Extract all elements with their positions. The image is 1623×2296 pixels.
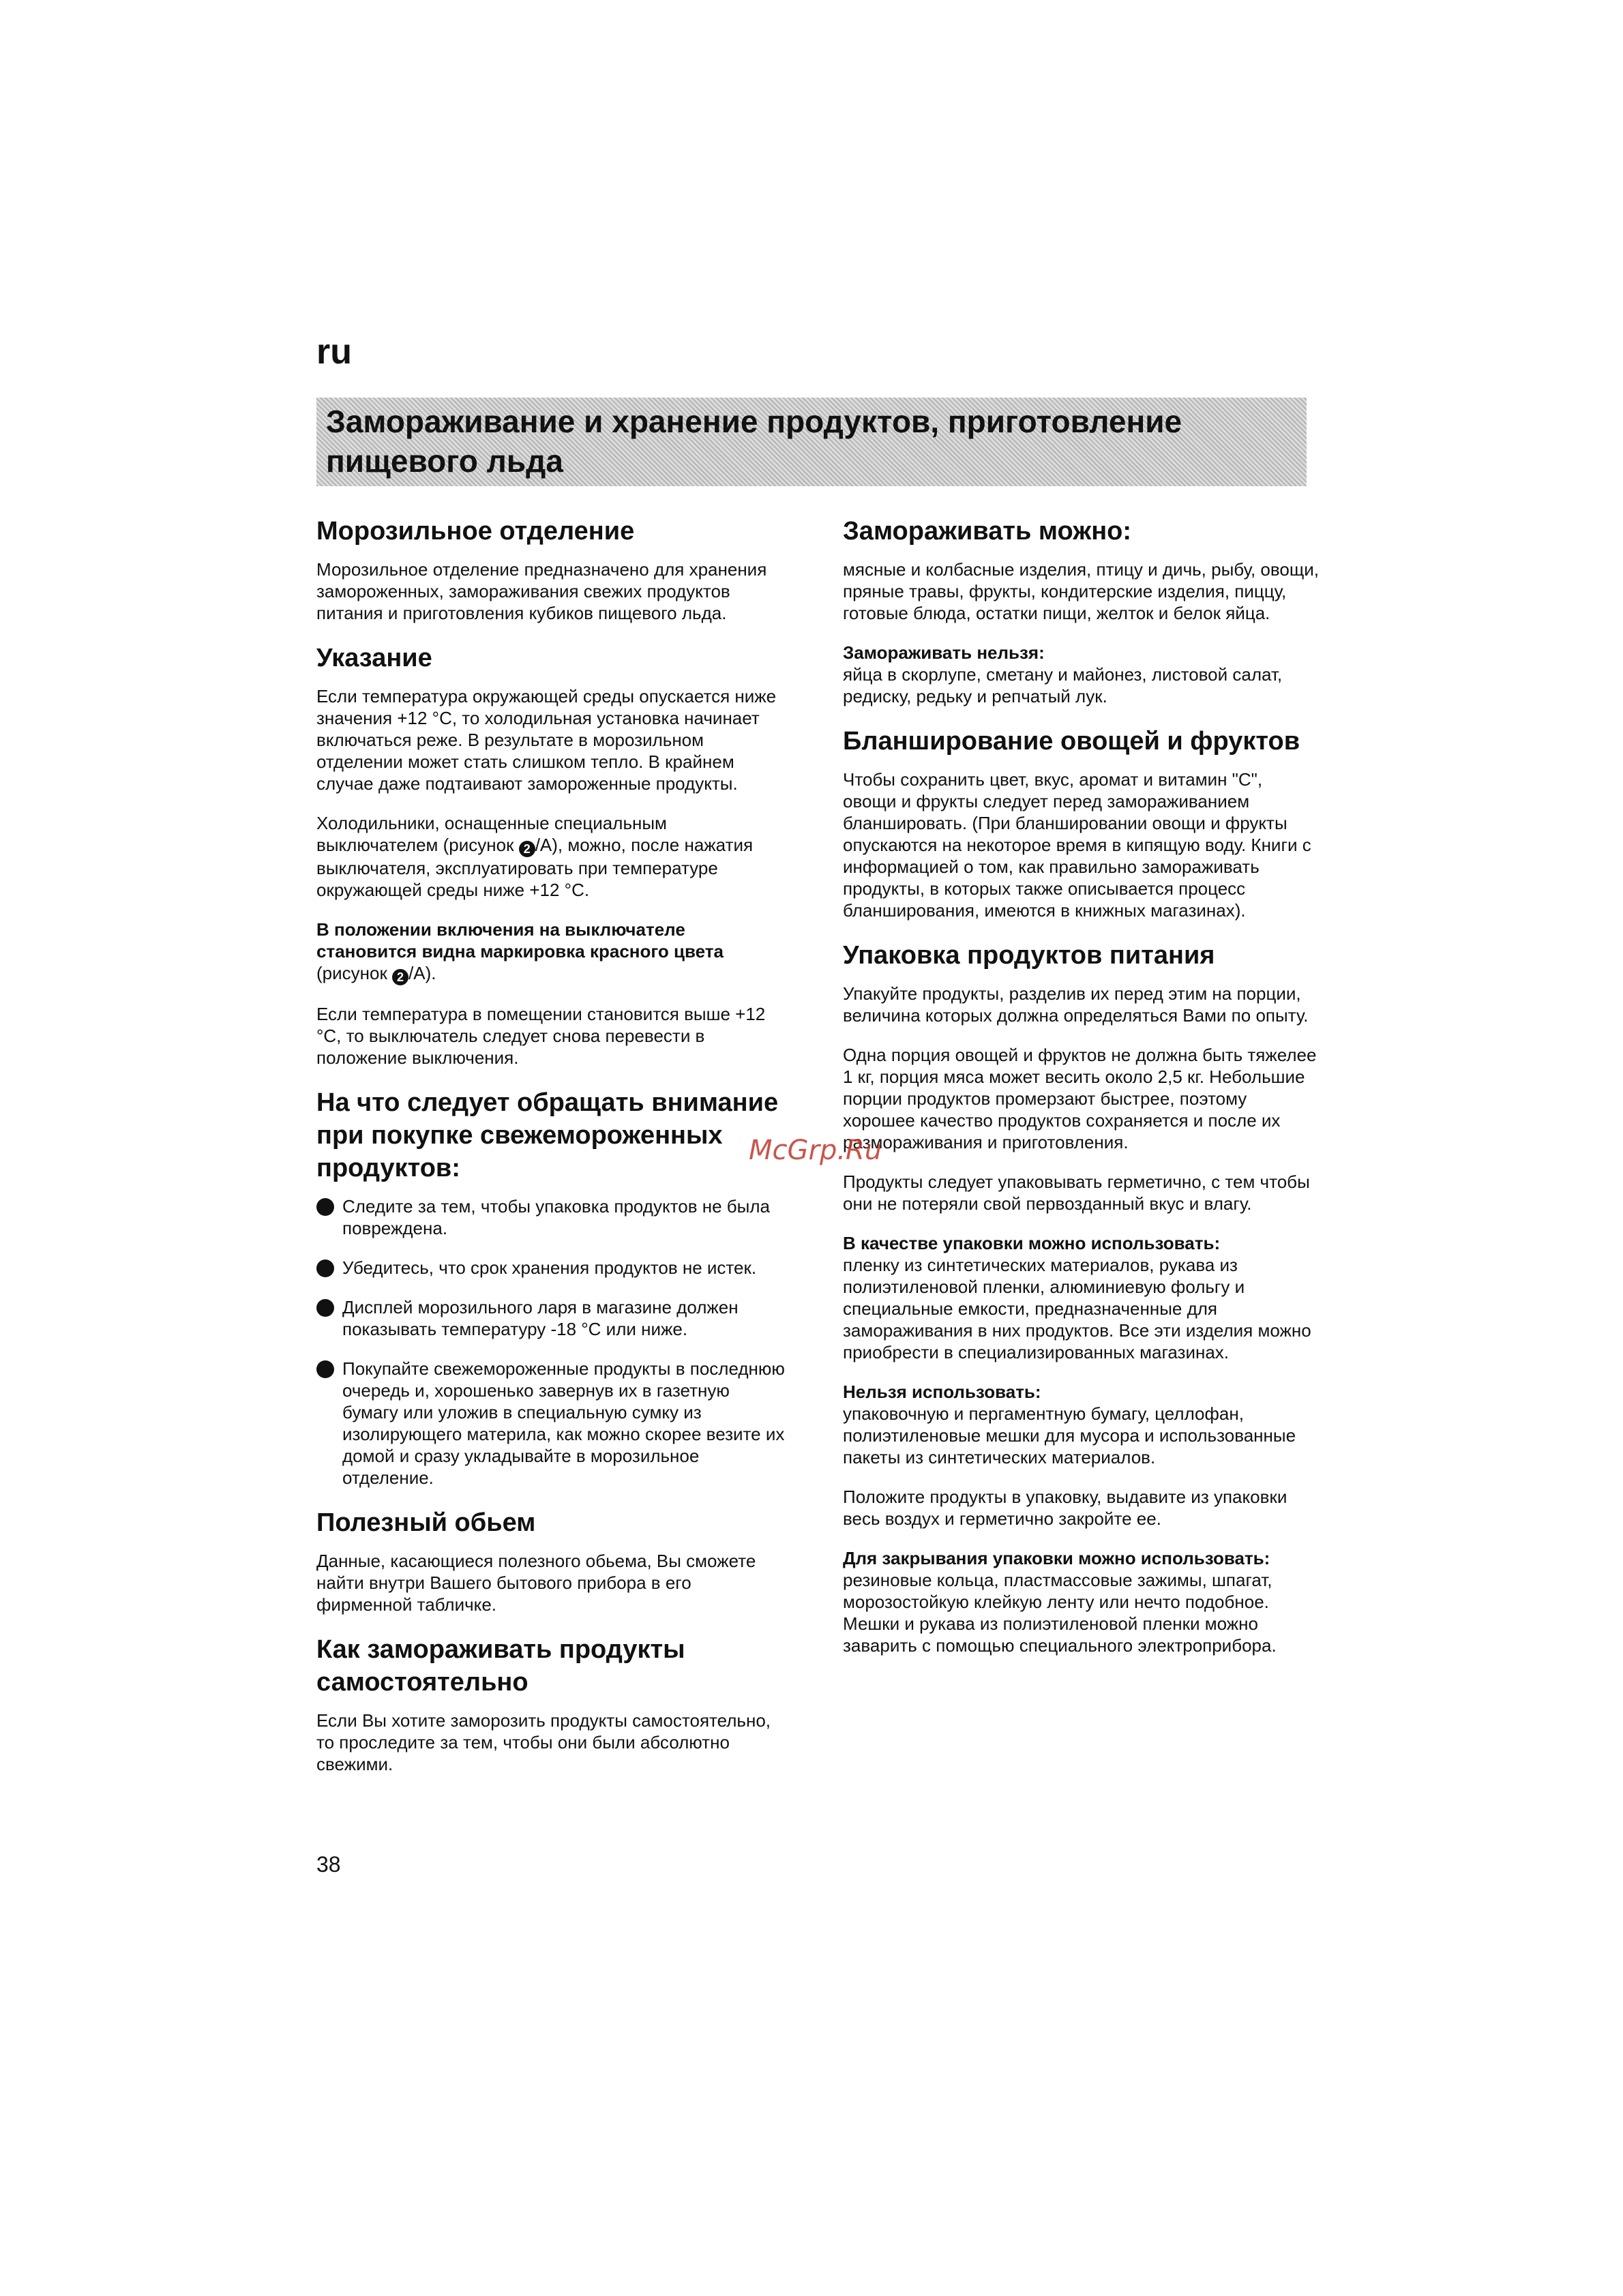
paragraph-packaging-2: Одна порция овощей и фруктов не должна быть тяжелее 1 кг, порция мяса может весить около 2,5 кг. Небольшие порции продуктов промерзают быстрее, поэтому хорошее качество продуктов сохраняется и после их размораживания и приготовления. [843, 1045, 1317, 1152]
paragraph-blanching: Чтобы сохранить цвет, вкус, аромат и витамин "С", овощи и фрукты следует перед замораживанием бланшировать. (При бланшировании овощи и фрукты опускаются на некоторое время в кипящую воду. Книги с информацией о том, как правильно замораживать продукты, в которых также описывается процесс бланширования, имеются в книжных магазинах). [843, 769, 1311, 921]
paragraph-put-in-package: Положите продукты в упаковку, выдавите из упаковки весь воздух и герметично закройте ее. [843, 1487, 1287, 1529]
list-item [316, 1195, 787, 1239]
title-banner [316, 398, 1307, 486]
list-item [316, 1358, 787, 1489]
right-column [843, 515, 1320, 1674]
list-item [316, 1257, 787, 1279]
paragraph-note-3 [316, 919, 787, 985]
heading-note: Указание [316, 644, 432, 672]
paragraph-note-2 [316, 812, 787, 901]
paragraph-packaging-1: Упакуйте продукты, разделив их перед этим на порции, величина которых должна определяться Вами по опыту. [843, 983, 1309, 1026]
page-title: Замораживание и хранение продуктов, приготовление пищевого льда [326, 404, 1182, 479]
left-column [316, 515, 787, 1793]
paragraph-cannot-use: упаковочную и пергаментную бумагу, целлофан, полиэтиленовые мешки для мусора и использованные пакеты из синтетических материалов. [843, 1403, 1296, 1467]
heading-can-freeze: Замораживать можно: [843, 517, 1132, 546]
paragraph-packaging-3: Продукты следует упаковывать герметично, с тем чтобы они не потеряли свой первозданный вкус и влагу. [843, 1172, 1310, 1214]
bullet-icon [316, 1198, 334, 1216]
heading-blanching: Бланширование овощей и фруктов [843, 727, 1300, 756]
note-2-text-a: Холодильники, оснащенные специальным выключателем (рисунок [316, 813, 667, 855]
note-3-text-b: /A). [408, 963, 436, 983]
list-item-text: Следите за тем, чтобы упаковка продуктов не была повреждена. [342, 1196, 770, 1238]
subheading-closing: Для закрывания упаковки можно использовать: [843, 1548, 1270, 1568]
paragraph-note-4: Если температура в помещении становится выше +12 °C, то выключатель следует снова перевести в положение выключения. [316, 1004, 766, 1068]
paragraph-how-to-freeze: Если Вы хотите заморозить продукты самостоятельно, то проследите за тем, чтобы они были абсолютно свежими. [316, 1710, 771, 1774]
heading-how-to-freeze: Как замораживать продукты самостоятельно [316, 1635, 685, 1697]
heading-buying-tips: На что следует обращать внимание при покупке свежемороженных продуктов: [316, 1088, 779, 1182]
subheading-cannot-freeze: Замораживать нельзя: [843, 642, 1045, 663]
heading-freezer-compartment: Морозильное отделение [316, 517, 635, 546]
heading-usable-volume: Полезный обьем [316, 1508, 536, 1537]
list-item [316, 1296, 787, 1340]
paragraph-closing: резиновые кольца, пластмассовые зажимы, шпагат, морозостойкую клейкую ленту или нечто подобное. Мешки и рукава из полиэтиленовой пленки можно заварить с помощью специального электроприбора. [843, 1570, 1277, 1656]
note-3-bold: В положении включения на выключателе становится видна маркировка красного цвета [316, 919, 724, 961]
note-2-text-b: /A), можно, после нажатия выключателя, эксплуатировать при температуре окружающей среды ниже +12 °C. [316, 835, 754, 900]
language-code: ru [316, 332, 352, 372]
figure-number-icon: 2 [392, 969, 408, 985]
paragraph-can-use: пленку из синтетических материалов, рукава из полиэтиленовой пленки, алюминиевую фольгу и специальные емкости, предназначенные для замораживания в них продуктов. Все эти изделия можно приобрести в специализированных магазинах. [843, 1255, 1311, 1362]
bullet-icon [316, 1259, 334, 1277]
subheading-cannot-use: Нельзя использовать: [843, 1382, 1041, 1402]
bullet-icon [316, 1299, 334, 1317]
watermark: McGrp.Ru [749, 1135, 882, 1166]
figure-number-icon: 2 [519, 841, 535, 857]
note-3-text-a: (рисунок [316, 963, 393, 983]
subheading-can-use: В качестве упаковки можно использовать: [843, 1233, 1221, 1253]
paragraph-cannot-freeze: яйца в скорлупе, сметану и майонез, листовой салат, редиску, редьку и репчатый лук. [843, 664, 1283, 706]
list-item-text: Дисплей морозильного ларя в магазине должен показывать температуру -18 °C или ниже. [342, 1297, 739, 1339]
list-item-text: Убедитесь, что срок хранения продуктов не истек. [342, 1257, 757, 1278]
buying-tips-list [316, 1195, 787, 1489]
paragraph-can-freeze: мясные и колбасные изделия, птицу и дичь, рыбу, овощи, пряные травы, фрукты, кондитерские изделия, пиццу, готовые блюда, остатки пищи, желток и белок яйца. [843, 559, 1320, 623]
bullet-icon [316, 1360, 334, 1378]
paragraph-usable-volume: Данные, касающиеся полезного обьема, Вы сможете найти внутри Вашего бытового прибора в его фирменной табличке. [316, 1551, 756, 1615]
paragraph-note-1: Если температура окружающей среды опускается ниже значения +12 °C, то холодильная установка начинает включаться реже. В результате в морозильном отделении может стать слишком тепло. В крайнем случае даже подтаивают замороженные продукты. [316, 686, 777, 794]
list-item-text: Покупайте свежемороженные продукты в последнюю очередь и, хорошенько завернув их в газетную бумагу или уложив в специальную сумку из изолирующего материла, как можно скорее везите их домой и сразу укладывайте в морозильное отделение. [342, 1358, 785, 1488]
page-number: 38 [316, 1852, 341, 1877]
heading-packaging: Упаковка продуктов питания [843, 941, 1215, 970]
paragraph-freezer: Морозильное отделение предназначено для хранения замороженных, замораживания свежих продуктов питания и приготовления кубиков пищевого льда. [316, 559, 767, 623]
